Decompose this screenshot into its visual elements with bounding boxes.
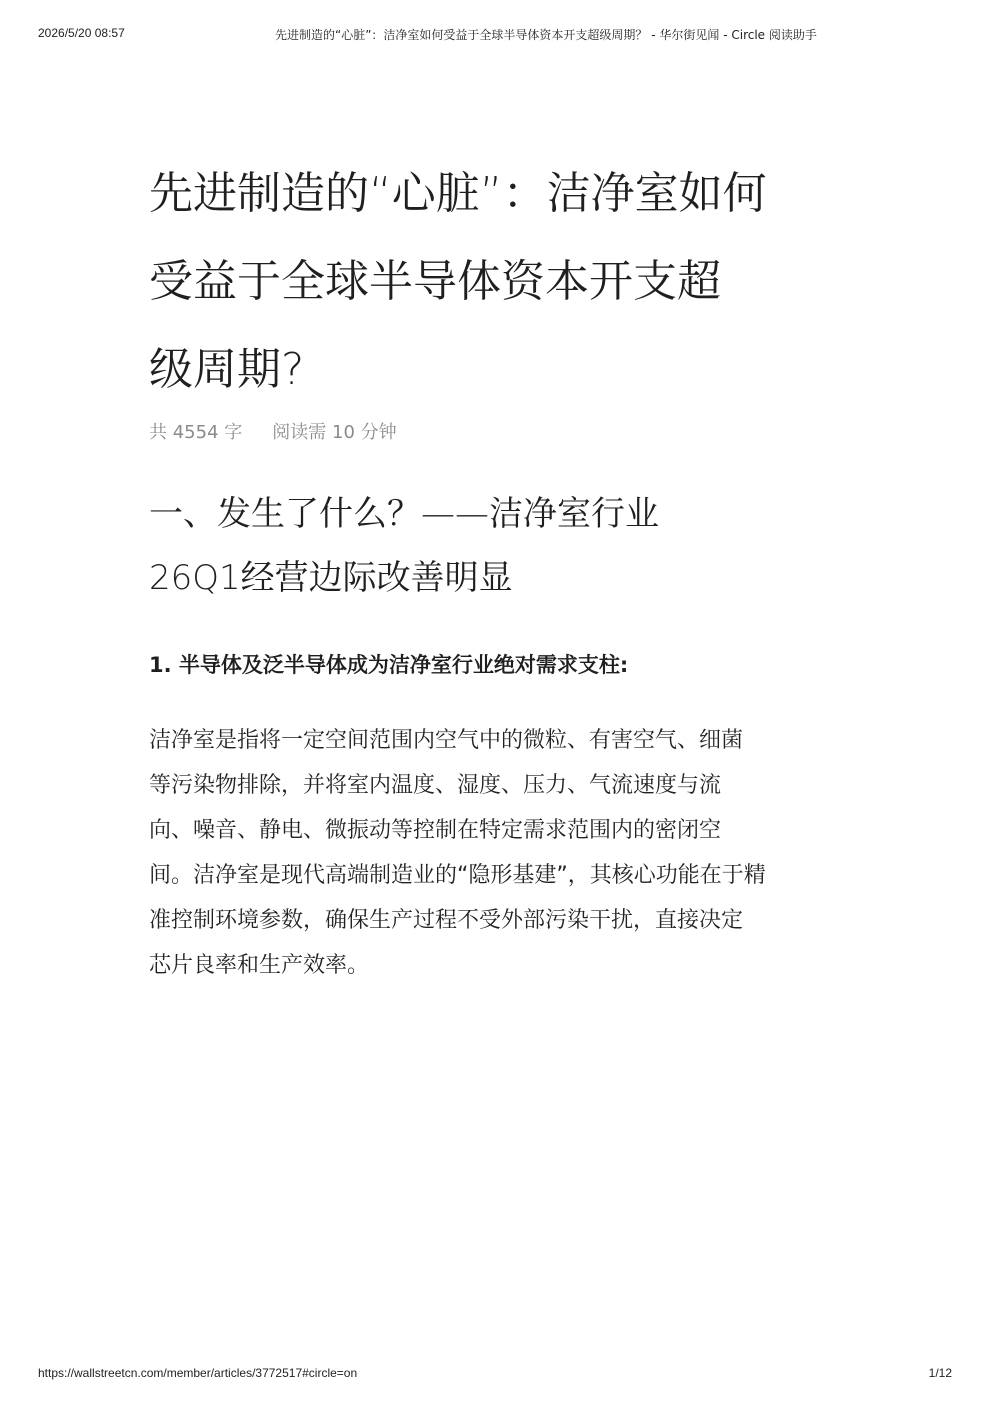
article-title <box>149 150 849 414</box>
paragraph-line: 间。洁净室是现代高端制造业的“隐形基建”，其核心功能在于精 <box>149 863 766 888</box>
print-footer-page-number: 1/12 <box>928 1366 952 1380</box>
article-body <box>149 150 849 988</box>
article-title-line: 先进制造的“心脏”：洁净室如何 <box>149 168 767 219</box>
sub-heading: 1. 半导体及泛半导体成为洁净室行业绝对需求支柱: <box>149 653 629 677</box>
article-meta <box>149 418 849 444</box>
print-footer-url[interactable]: https://wallstreetcn.com/member/articles/3772517#circle=on <box>38 1366 358 1380</box>
paragraph-line: 向、噪音、静电、微振动等控制在特定需求范围内的密闭空 <box>149 818 722 843</box>
print-header-document-title: 先进制造的“心脏”：洁净室如何受益于全球半导体资本开支超级周期？ - 华尔街见闻 - Circle 阅读助手 <box>275 28 817 42</box>
print-header-datetime: 2026/5/20 08:57 <box>38 26 125 40</box>
paragraph-line: 等污染物排除，并将室内温度、湿度、压力、气流速度与流 <box>149 773 722 798</box>
article-title-line: 受益于全球半导体资本开支超 <box>149 256 721 307</box>
article-title-line: 级周期? <box>149 344 305 395</box>
section-heading-line: 26Q1经营边际改善明显 <box>149 558 513 598</box>
read-time: 阅读需 10 分钟 <box>272 422 397 443</box>
section-heading-line: 一、发生了什么？——洁净室行业 <box>149 494 659 534</box>
body-paragraph <box>149 718 849 988</box>
paragraph-line: 洁净室是指将一定空间范围内空气中的微粒、有害空气、细菌 <box>149 728 744 753</box>
word-count: 共 4554 字 <box>149 422 243 443</box>
paragraph-line: 芯片良率和生产效率。 <box>149 953 370 978</box>
section-heading <box>149 482 849 610</box>
paragraph-line: 准控制环境参数，确保生产过程不受外部污染干扰，直接决定 <box>149 908 744 933</box>
